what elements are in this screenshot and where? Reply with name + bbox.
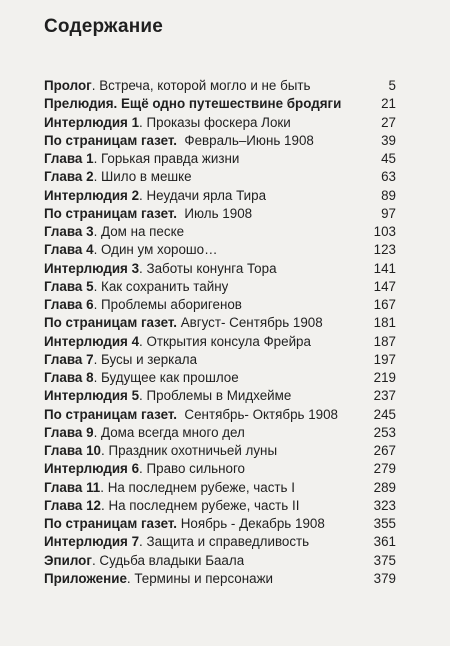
toc-entry-text: Встреча, которой могло и не быть bbox=[95, 78, 311, 93]
page-title: Содержание bbox=[44, 16, 164, 37]
toc-entry-page-number: 237 bbox=[373, 388, 396, 404]
toc-entry bbox=[44, 95, 396, 113]
toc-entry-text: Проблемы аборигенов bbox=[97, 297, 242, 312]
toc-entry-separator: . bbox=[100, 479, 104, 495]
toc-entry-text: Июль 1908 bbox=[176, 205, 253, 221]
toc-entry-page-number: 39 bbox=[381, 132, 396, 148]
toc-entry-text: Февраль–Июнь 1908 bbox=[176, 132, 314, 148]
toc-entry-separator: . bbox=[139, 260, 143, 276]
toc-entry-separator: . bbox=[91, 552, 96, 568]
toc-entry-title bbox=[44, 406, 338, 424]
toc-entry bbox=[44, 150, 396, 168]
toc-entry bbox=[44, 533, 396, 551]
toc-entry-label: Эпилог bbox=[44, 552, 92, 568]
toc-entry bbox=[44, 369, 396, 387]
toc-entry bbox=[44, 278, 396, 296]
toc-entry-title bbox=[44, 497, 299, 515]
toc-entry-label: Приложение bbox=[44, 570, 127, 586]
toc-entry-text: Ноябрь - Декабрь 1908 bbox=[176, 516, 325, 531]
toc-entry-page-number: 253 bbox=[373, 424, 396, 440]
toc-entry-text: Заботы конунга Тора bbox=[142, 260, 277, 276]
toc-entry bbox=[44, 479, 396, 497]
toc-entry-separator: . bbox=[139, 187, 143, 203]
toc-entry-text: Защита и справедливость bbox=[142, 534, 310, 550]
toc-entry bbox=[44, 187, 396, 205]
toc-entry-separator: . bbox=[139, 461, 143, 477]
toc-entry-label: Глава 10 bbox=[44, 443, 101, 458]
toc-entry-separator: . bbox=[93, 297, 98, 312]
toc-entry-title bbox=[44, 424, 245, 442]
toc-entry-page-number: 103 bbox=[373, 224, 396, 239]
toc-entry-label: Интерлюдия 4 bbox=[44, 333, 140, 349]
toc-entry-text: Дома всегда много дел bbox=[97, 424, 245, 440]
toc-entry-label: По страницам газет. bbox=[44, 516, 177, 531]
toc-entry-page-number: 187 bbox=[373, 333, 396, 349]
toc-entry-label: Глава 7 bbox=[44, 351, 94, 367]
toc-entry-title bbox=[44, 187, 266, 205]
toc-entry-separator: . bbox=[139, 114, 143, 130]
toc-entry-title bbox=[44, 77, 311, 95]
toc-entry-text: Проказы фоскера Локи bbox=[142, 114, 291, 130]
toc-entry-text: Термины и персонажи bbox=[130, 570, 274, 586]
toc-entry-page-number: 279 bbox=[373, 461, 396, 477]
toc-entry-separator: . bbox=[93, 224, 98, 239]
toc-entry-label: Интерлюдия 2 bbox=[44, 187, 140, 203]
toc-entry bbox=[44, 260, 396, 278]
toc-entry-title bbox=[44, 479, 295, 497]
toc-entry-label: Глава 5 bbox=[44, 278, 94, 294]
toc-entry-title bbox=[44, 515, 325, 533]
toc-entry-label: Глава 6 bbox=[44, 297, 94, 312]
toc-entry-separator: . bbox=[93, 278, 98, 294]
toc-entry-title bbox=[44, 314, 323, 332]
toc-entry-separator: . bbox=[139, 333, 143, 349]
toc-entry-title bbox=[44, 351, 197, 369]
toc-entry-page-number: 5 bbox=[388, 78, 396, 93]
toc-entry bbox=[44, 552, 396, 570]
table-of-contents bbox=[44, 77, 396, 588]
toc-entry-text: Дом на песке bbox=[97, 224, 185, 239]
toc-entry bbox=[44, 497, 396, 515]
toc-entry-text: Праздник охотничьей луны bbox=[104, 443, 278, 458]
toc-entry-label: Глава 2 bbox=[44, 169, 94, 185]
toc-entry-text: На последнем рубеже, часть I bbox=[104, 479, 295, 495]
toc-entry-title bbox=[44, 168, 192, 186]
toc-entry-text: Горькая правда жизни bbox=[97, 151, 240, 166]
toc-entry-page-number: 375 bbox=[373, 552, 396, 568]
toc-entry-separator: . bbox=[101, 443, 105, 458]
toc-entry bbox=[44, 77, 396, 95]
toc-entry-label: Глава 12 bbox=[44, 497, 101, 513]
toc-entry-separator: . bbox=[93, 370, 98, 385]
toc-entry bbox=[44, 333, 396, 351]
toc-entry bbox=[44, 241, 396, 259]
toc-entry-text: На последнем рубеже, часть II bbox=[104, 497, 300, 513]
toc-entry-separator: . bbox=[139, 534, 143, 550]
toc-entry-title bbox=[44, 387, 291, 405]
toc-entry-page-number: 379 bbox=[373, 570, 396, 586]
toc-entry bbox=[44, 515, 396, 533]
toc-entry-separator: . bbox=[139, 388, 143, 404]
toc-entry-page-number: 245 bbox=[373, 406, 396, 422]
toc-entry-text: Один ум хорошо… bbox=[97, 242, 218, 258]
toc-entry-label: Глава 4 bbox=[44, 242, 94, 258]
toc-entry bbox=[44, 424, 396, 442]
toc-entry-page-number: 21 bbox=[381, 96, 396, 112]
toc-entry bbox=[44, 570, 396, 588]
toc-entry-page-number: 197 bbox=[373, 351, 396, 367]
toc-entry-page-number: 45 bbox=[381, 151, 396, 166]
toc-entry-separator: . bbox=[93, 151, 98, 166]
toc-entry-label: Интерлюдия 1 bbox=[44, 114, 140, 130]
toc-entry bbox=[44, 314, 396, 332]
toc-entry-title bbox=[44, 150, 239, 168]
toc-entry-text: Открытия консула Фрейра bbox=[142, 333, 311, 349]
toc-entry-page-number: 147 bbox=[373, 278, 396, 294]
toc-entry-page-number: 63 bbox=[381, 169, 396, 185]
toc-entry-label: Пролог bbox=[44, 78, 92, 93]
toc-entry-page-number: 361 bbox=[373, 534, 396, 550]
toc-entry bbox=[44, 296, 396, 314]
toc-entry-page-number: 181 bbox=[373, 315, 396, 331]
toc-entry-label: По страницам газет. bbox=[44, 315, 177, 331]
toc-entry-title bbox=[44, 296, 242, 314]
toc-entry-label: Интерлюдия 7 bbox=[44, 534, 140, 550]
toc-entry-label: По страницам газет. bbox=[44, 205, 177, 221]
toc-entry-page-number: 323 bbox=[373, 497, 396, 513]
toc-entry-label: Глава 3 bbox=[44, 224, 94, 239]
toc-entry-page-number: 141 bbox=[373, 260, 396, 276]
toc-entry bbox=[44, 442, 396, 460]
toc-entry-title bbox=[44, 552, 244, 570]
toc-entry-title bbox=[44, 205, 252, 223]
toc-entry-label: Интерлюдия 6 bbox=[44, 461, 140, 477]
toc-entry-page-number: 219 bbox=[373, 370, 396, 385]
toc-entry-title bbox=[44, 442, 277, 460]
toc-entry-title bbox=[44, 223, 184, 241]
toc-entry-text: Неудачи ярла Тира bbox=[142, 187, 267, 203]
toc-entry-page-number: 289 bbox=[373, 479, 396, 495]
toc-entry bbox=[44, 460, 396, 478]
toc-entry bbox=[44, 114, 396, 132]
toc-entry bbox=[44, 168, 396, 186]
toc-entry-label: Глава 8 bbox=[44, 370, 94, 385]
toc-entry bbox=[44, 406, 396, 424]
toc-entry-title bbox=[44, 570, 273, 588]
toc-entry-page-number: 97 bbox=[381, 205, 396, 221]
toc-entry bbox=[44, 205, 396, 223]
toc-entry-separator: . bbox=[126, 570, 131, 586]
toc-entry-text: Шило в мешке bbox=[97, 169, 192, 185]
toc-entry-separator: . bbox=[93, 351, 98, 367]
toc-entry bbox=[44, 351, 396, 369]
toc-entry-label: По страницам газет. bbox=[44, 406, 177, 422]
toc-entry-text: Право сильного bbox=[142, 461, 245, 477]
toc-entry-title bbox=[44, 114, 291, 132]
toc-entry-title bbox=[44, 132, 314, 150]
toc-entry-label: Интерлюдия 5 bbox=[44, 388, 140, 404]
toc-entry-title bbox=[44, 369, 239, 387]
toc-entry bbox=[44, 132, 396, 150]
toc-entry-page-number: 355 bbox=[373, 516, 396, 531]
toc-entry-title bbox=[44, 260, 277, 278]
toc-entry-title bbox=[44, 533, 309, 551]
toc-entry-text: Август- Сентябрь 1908 bbox=[176, 315, 323, 331]
toc-entry-text: Будущее как прошлое bbox=[97, 370, 239, 385]
toc-entry-label: По страницам газет. bbox=[44, 132, 177, 148]
toc-entry bbox=[44, 387, 396, 405]
toc-entry-separator: . bbox=[93, 169, 98, 185]
toc-entry-text: Бусы и зеркала bbox=[97, 351, 198, 367]
toc-entry-page-number: 267 bbox=[373, 443, 396, 458]
toc-entry-page-number: 89 bbox=[381, 187, 396, 203]
toc-entry-title bbox=[44, 278, 228, 296]
toc-entry-separator: . bbox=[93, 242, 98, 258]
toc-entry-label: Глава 11 bbox=[44, 479, 101, 495]
toc-entry-title bbox=[44, 333, 311, 351]
toc-entry-separator: . bbox=[93, 424, 98, 440]
toc-entry-label: Интерлюдия 3 bbox=[44, 260, 140, 276]
toc-entry-separator: . bbox=[101, 497, 105, 513]
toc-entry-page-number: 27 bbox=[381, 114, 396, 130]
toc-entry-title bbox=[44, 95, 341, 113]
toc-entry-label: Глава 1 bbox=[44, 151, 94, 166]
toc-entry-page-number: 167 bbox=[373, 297, 396, 312]
toc-entry-page-number: 123 bbox=[373, 242, 396, 258]
toc-entry-text: Судьба владыки Баала bbox=[95, 552, 245, 568]
toc-entry-label: Глава 9 bbox=[44, 424, 94, 440]
toc-entry bbox=[44, 223, 396, 241]
toc-entry-title bbox=[44, 241, 218, 259]
toc-entry-title bbox=[44, 460, 245, 478]
toc-entry-text: Проблемы в Мидхейме bbox=[142, 388, 292, 404]
toc-entry-label: Прелюдия. Ещё одно путешествине бродяги bbox=[44, 96, 342, 112]
toc-entry-text: Как сохранить тайну bbox=[97, 278, 229, 294]
toc-entry-separator: . bbox=[91, 78, 96, 93]
toc-entry-text: Сентябрь- Октябрь 1908 bbox=[176, 406, 339, 422]
